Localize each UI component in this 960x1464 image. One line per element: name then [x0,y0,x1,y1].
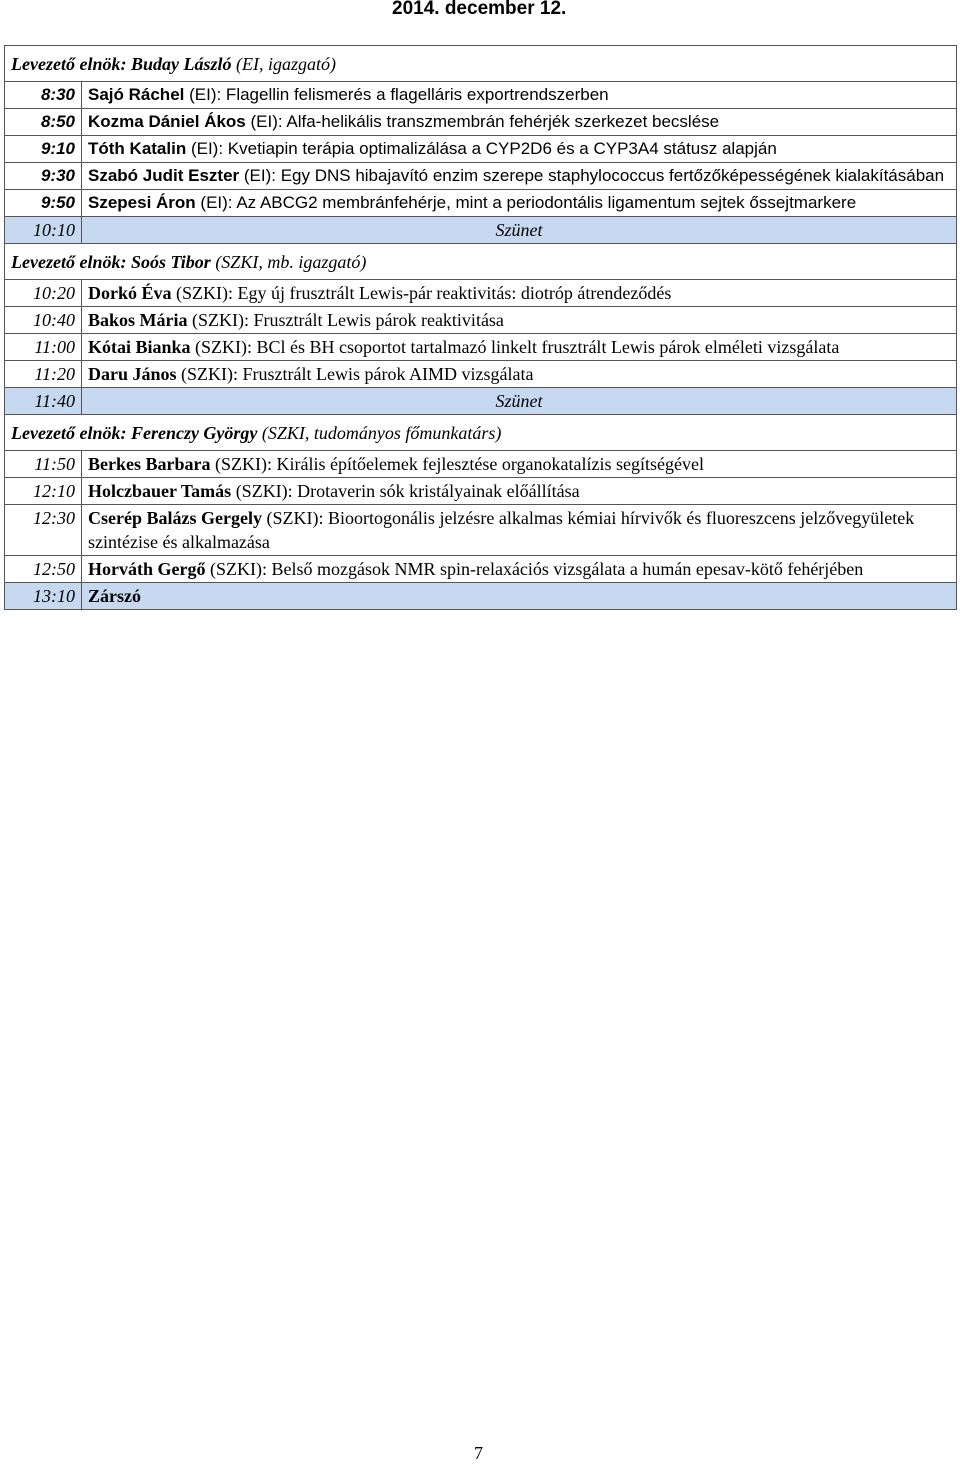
talk-presenter: Sajó Ráchel [88,85,185,104]
talk-time: 11:20 [5,361,82,388]
talk-time: 9:30 [5,163,82,190]
closing-row [5,583,957,610]
talk-title: (SZKI): Frusztrált Lewis párok AIMD vizsgálata [176,364,534,384]
talk-title: (EI): Egy DNS hibajavító enzim szerepe staphylococcus fertőzőképességének kialakításában [239,166,945,185]
talk-details [82,556,957,583]
talk-time: 12:50 [5,556,82,583]
closing-label: Zárszó [82,583,957,610]
talk-details [82,136,957,163]
talk-presenter: Kótai Bianka [88,337,191,357]
talk-row [5,556,957,583]
talk-time: 8:50 [5,109,82,136]
session-chair-cell [5,244,957,280]
talk-title: (EI): Alfa-helikális transzmembrán fehérjék szerkezet becslése [245,112,720,131]
session-chair-cell [5,415,957,451]
chair-name: Buday László [130,54,232,74]
talk-time: 9:10 [5,136,82,163]
talk-title: (SZKI): Királis építőelemek fejlesztése organokatalízis segítségével [210,454,704,474]
talk-time: 10:40 [5,307,82,334]
talk-row [5,136,957,163]
talk-title: (EI): Az ABCG2 membránfehérje, mint a periodontális ligamentum sejtek őssejtmarkere [195,193,857,212]
talk-row [5,163,957,190]
page-number: 7 [474,1443,483,1463]
talk-presenter: Cserép Balázs Gergely [88,508,262,528]
chair-name: Ferenczy György [130,423,258,443]
chair-label: Levezető elnök: [11,252,127,272]
talk-title: (SZKI): BCl és BH csoportot tartalmazó linkelt frusztrált Lewis párok elméleti vizsgálata [190,337,840,357]
talk-details [82,190,957,217]
break-row [5,388,957,415]
talk-row [5,334,957,361]
chair-name: Soós Tibor [130,252,211,272]
break-time: 11:40 [5,388,82,415]
talk-row [5,451,957,478]
talk-time: 8:30 [5,82,82,109]
talk-details [82,163,957,190]
chair-label: Levezető elnök: [11,423,127,443]
chair-role: (EI, igazgató) [235,54,336,74]
talk-details [82,505,957,556]
talk-presenter: Szepesi Áron [88,193,196,212]
talk-title: (SZKI): Drotaverin sók kristályainak előállítása [231,481,580,501]
talk-time: 12:10 [5,478,82,505]
talk-details [82,307,957,334]
talk-row [5,478,957,505]
talk-time: 11:00 [5,334,82,361]
talk-title: (SZKI): Frusztrált Lewis párok reaktivitása [187,310,504,330]
chair-role: (SZKI, mb. igazgató) [215,252,367,272]
talk-row [5,82,957,109]
session-chair-cell [5,46,957,82]
talk-title: (SZKI): Belső mozgások NMR spin-relaxációs vizsgálata a humán epesav-kötő fehérjében [205,559,864,579]
talk-time: 9:50 [5,190,82,217]
talk-row [5,361,957,388]
chair-label: Levezető elnök: [11,54,127,74]
talk-details [82,361,957,388]
talk-title: (SZKI): Egy új frusztrált Lewis-pár reaktivitás: diotróp átrendeződés [171,283,672,303]
talk-row [5,190,957,217]
talk-details [82,451,957,478]
break-label: Szünet [82,388,957,415]
talk-details [82,334,957,361]
talk-presenter: Holczbauer Tamás [88,481,232,501]
talk-title: (EI): Flagellin felismerés a flagelláris exportrendszerben [184,85,609,104]
talk-row [5,109,957,136]
session-chair-row [5,415,957,451]
session-chair-row [5,46,957,82]
talk-presenter: Szabó Judit Eszter [88,166,240,185]
talk-presenter: Horváth Gergő [88,559,206,579]
closing-time: 13:10 [5,583,82,610]
document-date: 2014. december 12. [392,0,567,19]
talk-presenter: Tóth Katalin [88,139,187,158]
talk-details [82,109,957,136]
talk-row [5,505,957,556]
talk-row [5,307,957,334]
talk-title: (SZKI): Bioortogonális jelzésre alkalmas kémiai hírvivők és fluoreszcens jelzővegyületek szintézise és alkalmazása [88,508,915,552]
session-chair-row [5,244,957,280]
break-time: 10:10 [5,217,82,244]
talk-details [82,478,957,505]
talk-presenter: Dorkó Éva [88,283,172,303]
talk-time: 11:50 [5,451,82,478]
schedule-table [4,45,957,610]
talk-presenter: Bakos Mária [88,310,188,330]
talk-time: 12:30 [5,505,82,556]
break-row [5,217,957,244]
break-label: Szünet [82,217,957,244]
talk-title: (EI): Kvetiapin terápia optimalizálása a CYP2D6 és a CYP3A4 státusz alapján [186,139,777,158]
talk-presenter: Berkes Barbara [88,454,211,474]
talk-details [82,280,957,307]
talk-presenter: Kozma Dániel Ákos [88,112,246,131]
talk-presenter: Daru János [88,364,177,384]
talk-details [82,82,957,109]
chair-role: (SZKI, tudományos főmunkatárs) [261,423,502,443]
talk-row [5,280,957,307]
talk-time: 10:20 [5,280,82,307]
